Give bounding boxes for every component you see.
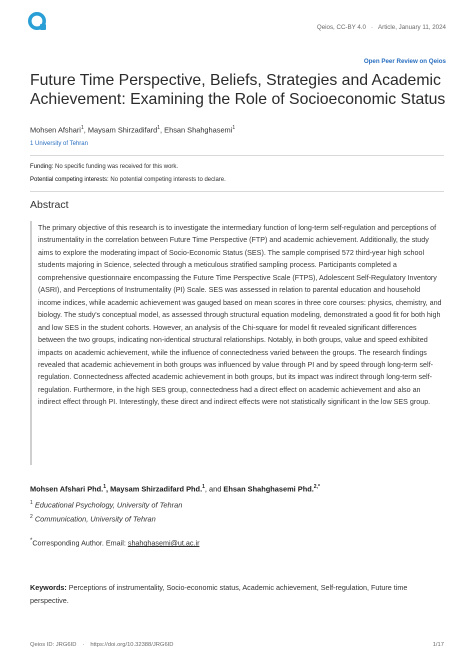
affiliation-text: Communication, University of Tehran <box>34 514 156 524</box>
author-superscript: 1 <box>157 125 161 131</box>
funding-statement <box>30 164 178 170</box>
keywords-text: Perceptions of instrumentality, Socio-economic status, Academic achievement, Self-regulation, Future time perspective. <box>30 583 408 605</box>
author-full-name: Maysam Shirzadifard Phd. <box>110 484 203 494</box>
footer <box>30 642 173 648</box>
author-block-names: Mohsen Afshari Phd.$^1$, Maysam Shirzadifard Phd.$^1$, and Ehsan Shahghasemi Phd.$^{2,*}$ <box>30 484 320 494</box>
paper-title: Future Time Perspective, Beliefs, Strategies and Academic Achievement: Examining the Role of Socioeconomic Status <box>30 72 446 108</box>
top-meta <box>317 24 446 31</box>
doi-link[interactable]: https://doi.org/10.32388/JRG6ID <box>90 642 174 648</box>
page-number: 1/17 <box>432 642 444 648</box>
author-name[interactable]: Maysam Shirzadifard <box>87 125 158 135</box>
corresponding-label: Corresponding Author. Email: <box>32 538 128 548</box>
corresponding-email-link[interactable]: shahghasemi@ut.ac.ir <box>127 538 200 548</box>
footer-separator: · <box>82 642 85 648</box>
author-list: Mohsen Afshari$^1$, Maysam Shirzadifard$^1$, Ehsan Shahghasemi$^1$ <box>30 125 236 135</box>
keywords-label: Keywords: <box>30 583 67 592</box>
and-text: , and <box>204 484 222 494</box>
author-superscript: 1 <box>80 125 84 131</box>
author-superscript: 1 <box>232 125 236 131</box>
meta-separator: · <box>370 24 373 31</box>
open-peer-review-link[interactable]: Open Peer Review on Qeios <box>363 58 446 65</box>
keywords <box>30 582 444 607</box>
funding-label: Funding: <box>30 164 54 170</box>
corresponding-author <box>30 538 199 547</box>
abstract-side-bar <box>30 221 32 465</box>
divider <box>30 191 444 192</box>
affiliation-text: Educational Psychology, University of Tehran <box>34 500 183 510</box>
author-name[interactable]: Ehsan Shahghasemi <box>164 125 233 135</box>
qeios-id: Qeios ID: JRG6ID <box>30 642 77 648</box>
competing-interests-statement <box>30 177 226 183</box>
author-name[interactable]: Mohsen Afshari <box>30 125 81 135</box>
author-superscript: 1 <box>202 484 205 490</box>
funding-text: No specific funding was received for this work. <box>55 164 179 170</box>
affiliation-link[interactable]: 1 University of Tehran <box>30 141 88 147</box>
author-superscript: 2,* <box>313 484 320 490</box>
article-date: Article, January 11, 2024 <box>378 24 446 31</box>
qeios-logo-icon[interactable] <box>28 12 48 32</box>
publisher-license: Qeios, CC-BY 4.0 <box>316 24 366 31</box>
competing-label: Potential competing interests: <box>30 177 109 183</box>
abstract-text: The primary objective of this research is to investigate the intermediary function of long-term self-regulation and perceptions of instrumentality in the correlation between Future Time Perspective (FTP) and academic achievement. Additionally, the study aims to explore the moderating impact of Socio-Economic Status (SES). The sample comprised 572 third-year high school students majoring in Science, selected through a meticulous stratified sampling process. Participants completed a comprehensive questionnaire encompassing the Future Time Perspective Scale (FTPS), Adolescent Self-Regulatory Inventory (ASRI), and Perceptions of Instrumentality (PI) Scale. SES was assessed in relation to parental education and household income indices, while academic achievement was gauged based on mean scores in three core courses: physics, chemistry, and biology. The study's conceptual model, as assessed through structural equation modeling, demonstrated a good fit for both high and low SES in the student cohorts. However, an analysis of the Chi-square for model fit revealed significant differences between the two groups, indicating non-identical structural relationships. Notably, in both groups, value and speed exhibited impacts on academic achievement, while the influence of connectedness varied between the groups. The research findings revealed that academic achievement in both groups was influenced by value through PI and by speed through long-term self-regulation. Connectedness affected academic achievement in both groups, but its impact was indirect through long-term self-regulation. Furthermore, in the high SES group, connectedness had a direct effect on academic achievement and also an indirect effect through PI. Interestingly, these direct and indirect effects were not statistically significant in the low SES group. <box>38 224 442 407</box>
affiliation-1 <box>30 500 182 509</box>
affiliation-2 <box>30 514 156 523</box>
affiliation-superscript: 1 <box>30 500 33 506</box>
author-full-name: Mohsen Afshari Phd. <box>30 484 104 494</box>
author-superscript: 1 <box>103 484 107 490</box>
competing-text: No potential competing interests to declare. <box>110 177 226 183</box>
divider <box>30 155 444 156</box>
corresponding-superscript: * <box>30 538 33 544</box>
author-full-name: Ehsan Shahghasemi Phd. <box>223 484 314 494</box>
affiliation-superscript: 2 <box>30 514 33 520</box>
abstract-heading: Abstract <box>30 199 69 211</box>
